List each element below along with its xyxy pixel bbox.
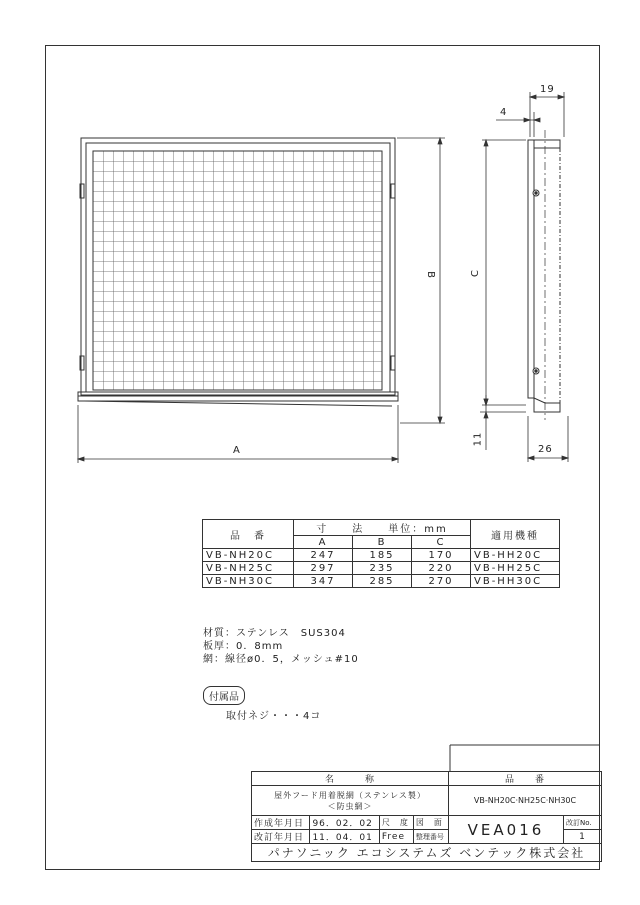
col-header-dims: 寸 法 単位：mm [294,520,471,536]
mesh-note: 網：線径ø0．5，メッシュ#10 [203,654,359,665]
accessory-item: 取付ネジ・・・4コ [226,711,322,722]
product-name [252,786,449,816]
col-header-c: C [412,536,471,549]
drawing-label: 図 面 [413,816,448,830]
revision-number: 1 [564,830,602,844]
product-name-line2: ＜防虫網＞ [327,801,373,811]
a-cell: 297 [294,562,353,575]
col-header-model: 適用機種 [471,520,560,549]
table-row [203,562,560,575]
col-header-a: A [294,536,353,549]
spec-table [202,519,560,588]
dim-a-label: A [233,445,241,456]
revision-label: 改訂No. [564,816,602,830]
accessory-label: 付属品 [203,686,245,705]
table-row [203,549,560,562]
c-cell: 170 [412,549,471,562]
dim-19-label: 19 [540,84,555,95]
company-name: パナソニック エコシステムズ ベンテック株式会社 [252,844,602,862]
dimension-b [397,138,445,423]
dim-26-label: 26 [538,444,553,455]
part-cell: VB-NH30C [203,575,294,588]
b-cell: 185 [353,549,412,562]
dim-11-label: 11 [472,431,484,447]
scale-value: Free [379,830,413,844]
dim-4-label: 4 [500,107,508,118]
model-cell: VB-HH30C [471,575,560,588]
part-cell: VB-NH25C [203,562,294,575]
part-numbers: VB-NH20C·NH25C·NH30C [449,786,602,816]
created-label: 作成年月日 [252,816,310,830]
a-cell: 247 [294,549,353,562]
created-date: 96．02．02 [310,816,379,830]
revised-date: 11．04．01 [310,830,379,844]
table-row [203,575,560,588]
part-header: 品 番 [449,772,602,786]
model-cell: VB-HH20C [471,549,560,562]
b-cell: 285 [353,575,412,588]
material-notes [203,627,359,666]
material-note: 材質：ステンレス SUS304 [203,628,346,639]
drawing-number: VEA016 [449,816,564,844]
a-cell: 347 [294,575,353,588]
title-block [251,771,602,862]
col-header-part: 品 番 [203,520,294,549]
mesh-grid [93,151,382,390]
scale-label: 尺 度 [379,816,413,830]
dim-b-label: B [424,271,436,279]
c-cell: 220 [412,562,471,575]
b-cell: 235 [353,562,412,575]
front-view [78,138,398,406]
product-name-line1: 屋外フード用着脱網（ステンレス製） [274,790,426,800]
thickness-note: 板厚：0．8mm [203,641,284,652]
dimension-c [482,140,526,405]
side-view [528,130,560,420]
part-cell: VB-NH20C [203,549,294,562]
c-cell: 270 [412,575,471,588]
model-cell: VB-HH25C [471,562,560,575]
dim-c-label: C [469,269,481,277]
col-header-b: B [353,536,412,549]
revised-label: 改訂年月日 [252,830,310,844]
reference-label: 整理番号 [413,830,448,844]
name-header: 名 称 [252,772,449,786]
